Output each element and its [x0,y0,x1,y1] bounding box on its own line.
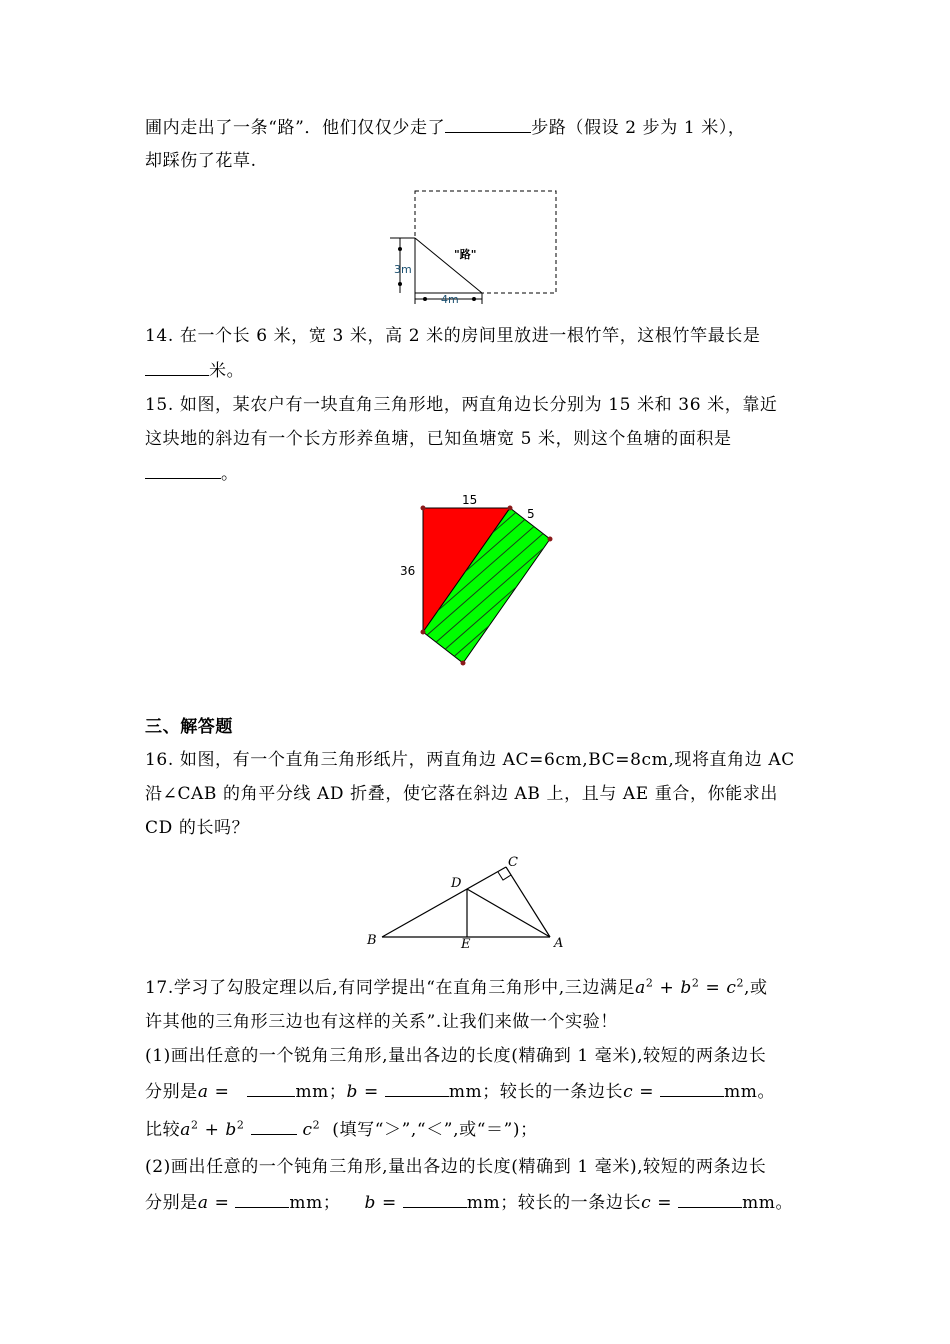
acute-a-blank[interactable] [247,1080,295,1097]
q16-line1: 16. 如图，有一个直角三角形纸片，两直角边 AC=6cm,BC=8cm,现将直角边 AC [145,750,795,770]
label-E: E [461,937,471,952]
q17-line6: (2)画出任意的一个钝角三角形,量出各边的长度(精确到 1 毫米),较短的两条边长 [145,1157,767,1177]
label-5: 5 [527,507,535,521]
q16-line3: CD 的长吗？ [145,818,250,838]
acute-b-blank[interactable] [385,1080,449,1097]
q16-line2: 沿∠CAB 的角平分线 AD 折叠，使它落在斜边 AB 上，且与 AE 重合，你能求出 [145,784,779,804]
q14-line2: 米。 [145,359,244,382]
label-D: D [451,876,462,891]
q17-line2: 许其他的三角形三边也有这样的关系”.让我们来做一个实验！ [145,1012,618,1032]
q17-line4: 分别是a = mm；b = mm；较长的一条边长c = mm。 [145,1082,776,1102]
obtuse-a-blank[interactable] [235,1191,289,1208]
lawn-rect [415,191,556,293]
q13-line1: 圃内走出了一条“路”．他们仅仅少走了 步路（假设 2 步为 1 米）， [145,118,746,138]
label-36: 36 [400,564,416,578]
road-label: "路" [454,248,477,261]
side-BC [382,867,506,937]
q15-line2: 这块地的斜边有一个长方形养鱼塘，已知鱼塘宽 5 米，则这个鱼塘的面积是 [145,429,732,449]
segment-AD [467,889,550,937]
road-hypotenuse [415,238,482,293]
q16-figure [360,850,575,952]
side-CA [506,867,550,937]
q17-line3: (1)画出任意的一个锐角三角形,量出各边的长度(精确到 1 毫米),较短的两条边长 [145,1046,767,1066]
q17-line5: 比较$a^2 + b^2$ $c^2$ (填写“＞”,“＜”,或“＝”)； [145,1118,538,1140]
q15-line3: 。 [145,462,239,485]
label-C: C [508,855,518,870]
q17-line7: 分别是a = mm； b = mm；较长的一条边长c = mm。 [145,1193,794,1213]
q17-line1: 17.学习了勾股定理以后,有同学提出“在直角三角形中,三边满足$a^2 + b^2 = c^2$,或 [145,976,768,998]
section-title: 三、解答题 [145,717,233,737]
q14-line1: 14. 在一个长 6 米，宽 3 米，高 2 米的房间里放进一根竹竿，这根竹竿最长是 [145,326,761,346]
q15-line1: 15. 如图，某农户有一块直角三角形地，两直角边长分别为 15 米和 36 米，靠近 [145,395,778,415]
acute-c-blank[interactable] [660,1080,724,1097]
obtuse-c-blank[interactable] [678,1191,742,1208]
label-A: A [554,936,564,951]
q15-answer-blank[interactable] [145,462,221,479]
q13-answer-blank[interactable] [445,116,531,133]
right-angle-mark [498,872,511,880]
side-vertical-label: 3m [394,263,412,276]
q13-line2: 却踩伤了花草. [145,151,257,171]
label-B: B [367,933,377,948]
side-horizontal-label: 4m [441,293,459,306]
q15-figure [390,490,570,670]
acute-compare-blank[interactable] [251,1118,297,1135]
label-15: 15 [462,493,478,507]
q14-answer-blank[interactable] [145,359,209,376]
obtuse-b-blank[interactable] [403,1191,467,1208]
q13-figure [380,186,570,310]
